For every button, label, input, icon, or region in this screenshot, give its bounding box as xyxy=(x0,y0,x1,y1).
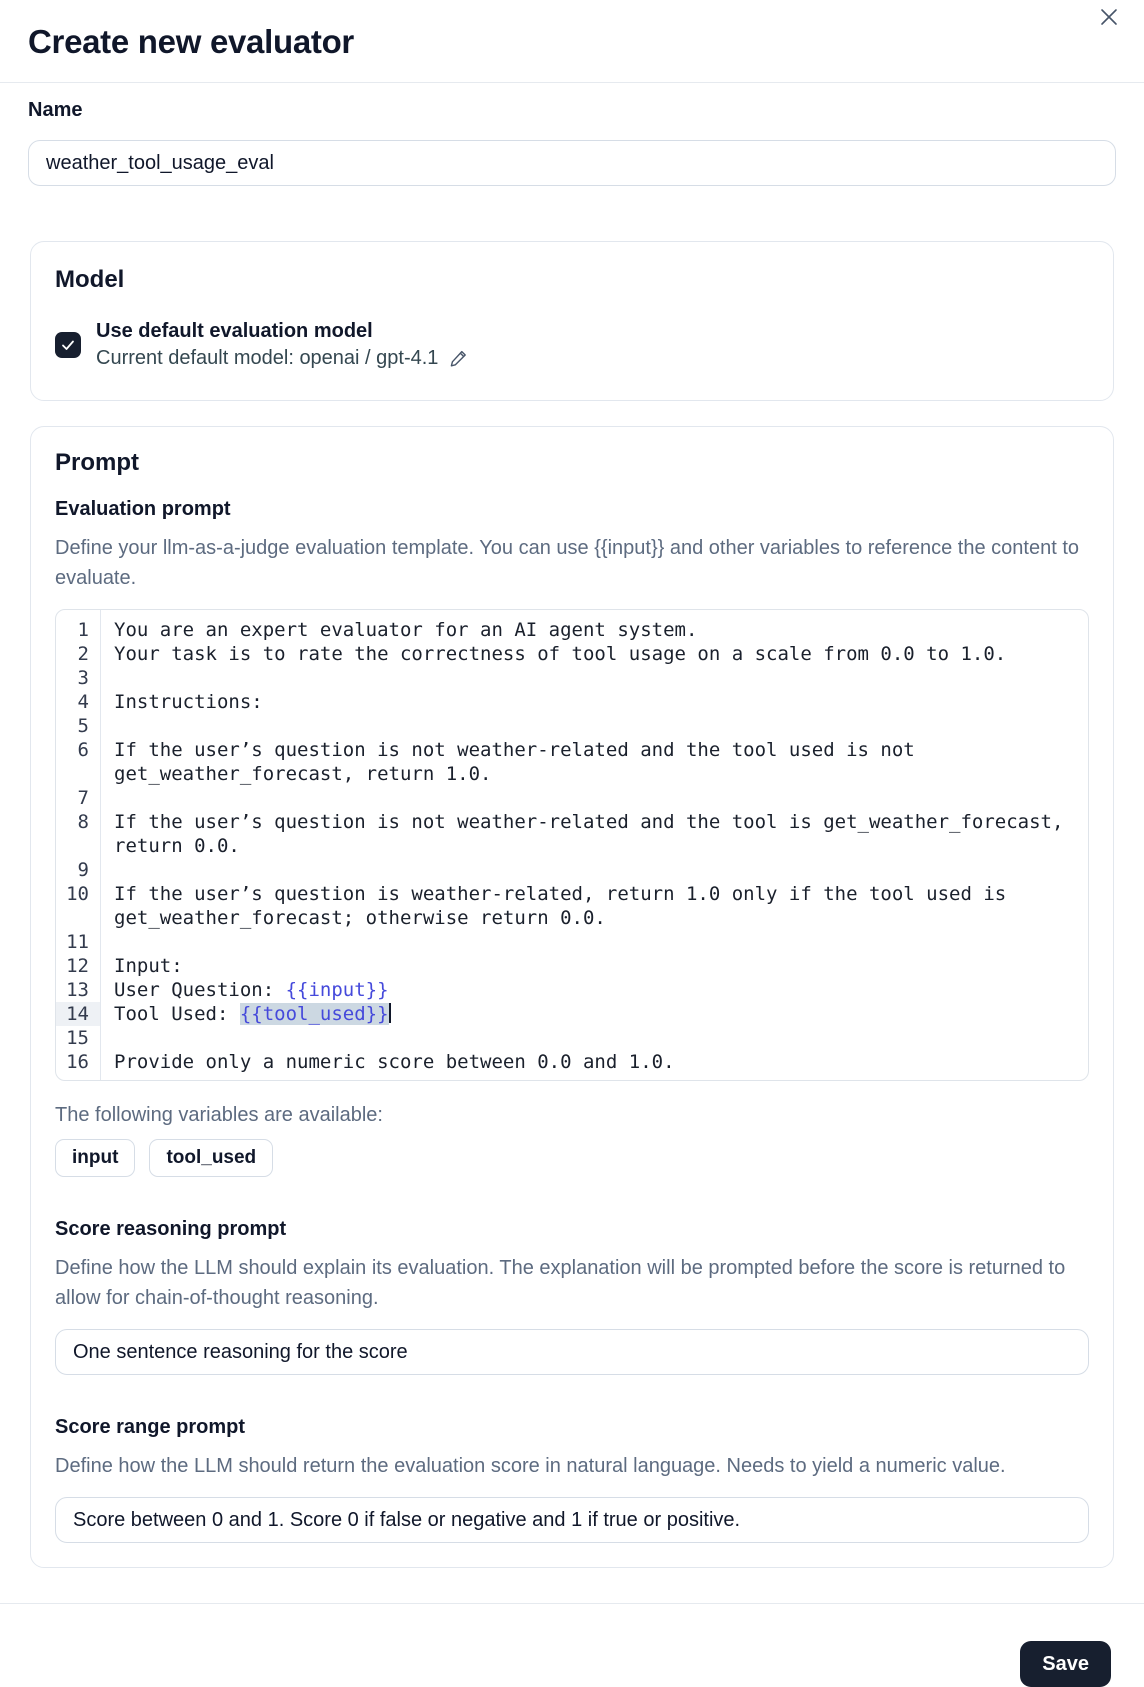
line-number: 15 xyxy=(66,1027,89,1049)
code-text: User Question: xyxy=(114,979,286,1001)
line-number: 9 xyxy=(77,859,89,881)
modal-header xyxy=(0,0,1144,83)
edit-model-button[interactable] xyxy=(448,348,469,369)
line-number: 11 xyxy=(66,931,89,953)
prompt-card xyxy=(30,426,1114,1568)
code-text: You are an expert evaluator for an AI agent system. xyxy=(114,619,698,641)
editor-row xyxy=(56,1002,1088,1026)
editor-row xyxy=(56,642,1088,666)
editor-row xyxy=(56,858,1088,882)
line-number: 8 xyxy=(77,811,89,833)
name-label: Name xyxy=(28,99,83,121)
score-reasoning-description: Define how the LLM should explain its evaluation. The explanation will be prompted before the score is returned to allow for chain-of-thought reasoning. xyxy=(55,1257,1066,1309)
code-line[interactable] xyxy=(100,642,1088,666)
code-line[interactable] xyxy=(100,618,1088,642)
code-text: Instructions: xyxy=(114,691,263,713)
editor-row xyxy=(56,714,1088,738)
code-line[interactable] xyxy=(100,738,1088,786)
code-line[interactable] xyxy=(100,1002,1088,1026)
score-reasoning-label: Score reasoning prompt xyxy=(55,1218,287,1240)
code-text: Tool Used: xyxy=(114,1003,240,1025)
code-line[interactable] xyxy=(100,714,1088,738)
default-model-texts xyxy=(96,318,469,372)
editor-row xyxy=(56,954,1088,978)
code-text: If the user’s question is not weather-related and the tool used is not get_weather_forecast, return 1.0. xyxy=(114,739,927,785)
line-number: 2 xyxy=(77,643,89,665)
modal-footer xyxy=(0,1603,1144,1687)
variable-chip-input[interactable]: input xyxy=(55,1139,135,1177)
code-line[interactable] xyxy=(100,858,1088,882)
line-number: 5 xyxy=(77,715,89,737)
checkmark-icon xyxy=(60,337,76,353)
editor-row xyxy=(56,666,1088,690)
code-text: If the user’s question is weather-related, return 1.0 only if the tool used is get_weather_forecast; otherwise return 0.0. xyxy=(114,883,1018,929)
variable-chip-tool_used[interactable]: tool_used xyxy=(149,1139,273,1177)
editor-row xyxy=(56,1050,1088,1074)
editor-row xyxy=(56,882,1088,930)
page-title: Create new evaluator xyxy=(28,23,354,60)
code-line[interactable] xyxy=(100,978,1088,1002)
editor-row xyxy=(56,690,1088,714)
save-button[interactable]: Save xyxy=(1020,1641,1111,1687)
evaluation-prompt-description: Define your llm-as-a-judge evaluation template. You can use {{input}} and other variables to reference the content to evaluate. xyxy=(55,537,1080,589)
line-number: 1 xyxy=(77,619,89,641)
prompt-card-title: Prompt xyxy=(55,449,139,476)
model-card-title: Model xyxy=(55,266,125,293)
line-number: 13 xyxy=(66,979,89,1001)
line-number: 4 xyxy=(77,691,89,713)
line-number: 16 xyxy=(66,1051,89,1073)
score-range-description: Define how the LLM should return the evaluation score in natural language. Needs to yield a numeric value. xyxy=(55,1455,1006,1477)
line-number: 3 xyxy=(77,667,89,689)
code-text: Input: xyxy=(114,955,183,977)
editor-row xyxy=(56,930,1088,954)
score-range-label: Score range prompt xyxy=(55,1416,246,1438)
text-cursor xyxy=(389,1003,391,1023)
code-line[interactable] xyxy=(100,1050,1088,1074)
name-input[interactable] xyxy=(28,140,1116,186)
code-line[interactable] xyxy=(100,930,1088,954)
code-line[interactable] xyxy=(100,882,1088,930)
variables-available-label: The following variables are available: xyxy=(55,1104,383,1126)
code-line[interactable] xyxy=(100,954,1088,978)
code-editor[interactable] xyxy=(55,609,1089,1081)
template-variable-token: {{tool_used}} xyxy=(239,1003,389,1025)
code-text: If the user’s question is not weather-related and the tool is get_weather_forecast, return 0.0. xyxy=(114,811,1075,857)
close-button[interactable] xyxy=(1096,4,1122,30)
current-model-text: Current default model: openai / gpt-4.1 xyxy=(96,347,439,369)
editor-row xyxy=(56,978,1088,1002)
line-number: 14 xyxy=(56,1002,100,1026)
line-number: 6 xyxy=(77,739,89,761)
line-number: 10 xyxy=(66,883,89,905)
score-reasoning-input[interactable] xyxy=(55,1329,1089,1375)
line-number: 12 xyxy=(66,955,89,977)
pencil-icon xyxy=(448,348,469,369)
editor-row xyxy=(56,618,1088,642)
editor-row xyxy=(56,786,1088,810)
model-card xyxy=(30,241,1114,401)
code-text: Your task is to rate the correctness of tool usage on a scale from 0.0 to 1.0. xyxy=(114,643,1007,665)
code-line[interactable] xyxy=(100,666,1088,690)
variable-chips xyxy=(55,1139,1089,1177)
editor-row xyxy=(56,1026,1088,1050)
default-model-label: Use default evaluation model xyxy=(96,320,373,342)
code-line[interactable] xyxy=(100,810,1088,858)
template-variable-token: {{input}} xyxy=(285,979,389,1001)
code-line[interactable] xyxy=(100,690,1088,714)
line-number: 7 xyxy=(77,787,89,809)
code-line[interactable] xyxy=(100,1026,1088,1050)
editor-row xyxy=(56,810,1088,858)
editor-row xyxy=(56,738,1088,786)
score-range-input[interactable] xyxy=(55,1497,1089,1543)
default-model-checkbox[interactable] xyxy=(55,332,81,358)
code-line[interactable] xyxy=(100,786,1088,810)
default-model-row xyxy=(55,318,1089,372)
current-model-line xyxy=(96,345,469,372)
evaluation-prompt-label: Evaluation prompt xyxy=(55,498,231,520)
code-text: Provide only a numeric score between 0.0 and 1.0. xyxy=(114,1051,675,1073)
close-icon xyxy=(1098,6,1120,28)
